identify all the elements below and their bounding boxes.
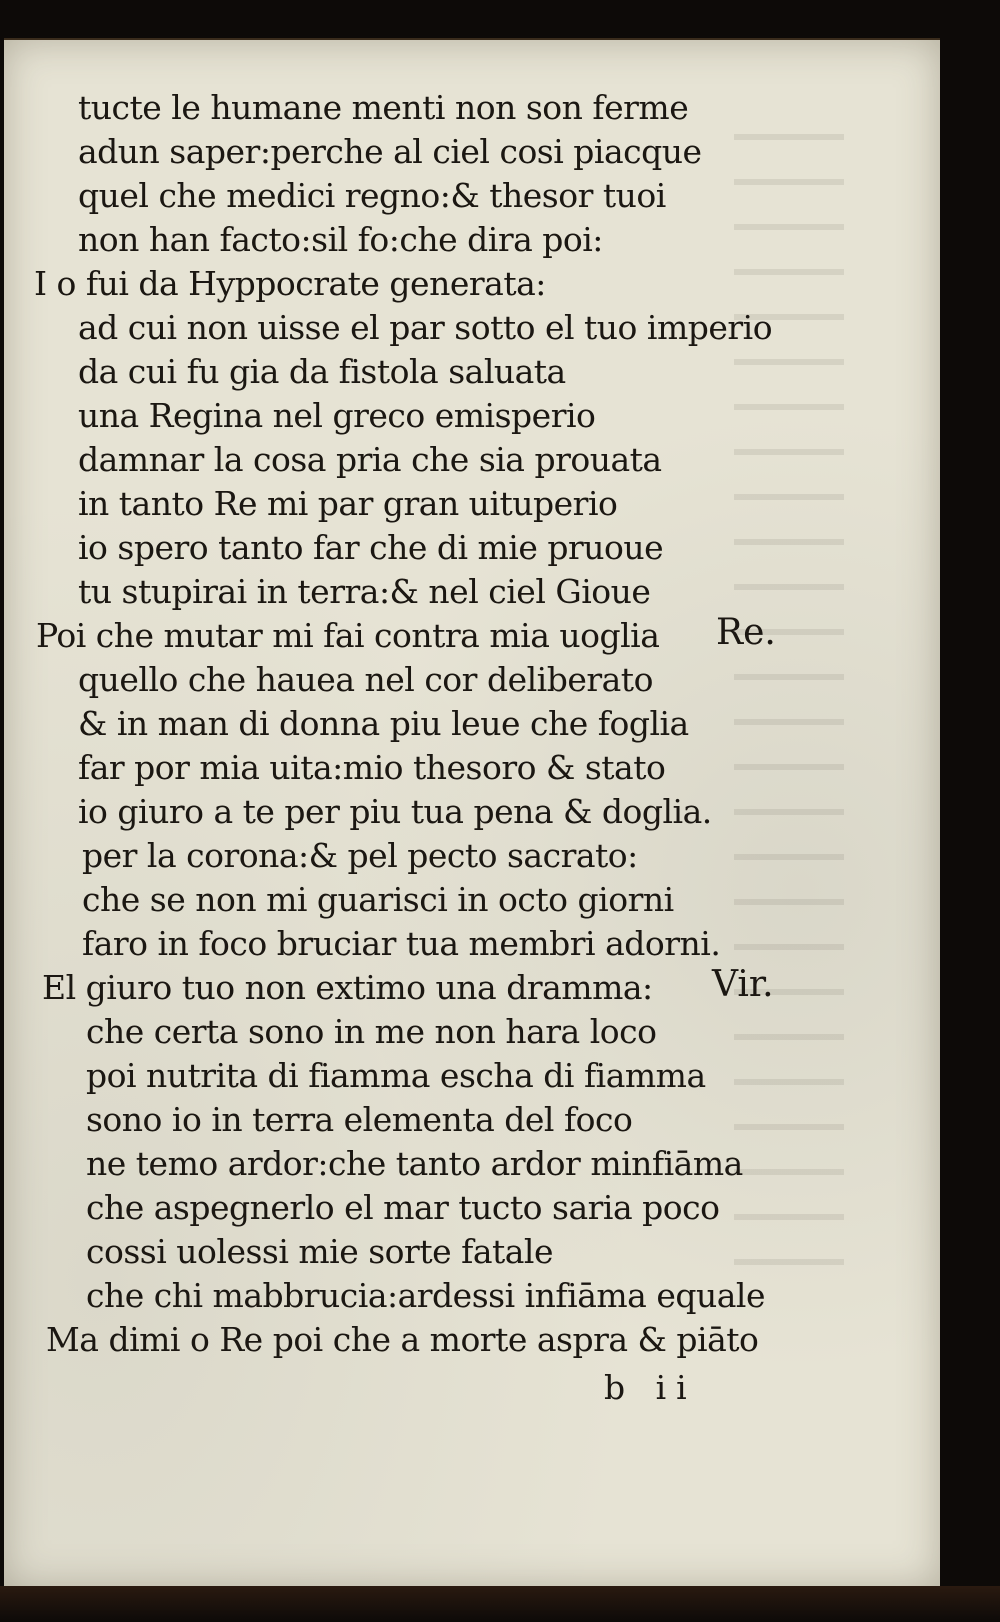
text-line: Poi che mutar mi fai contra mia uoglia [36,616,660,655]
text-line: ne temo ardor:che tanto ardor minfiāma [86,1144,743,1183]
page-paper [4,38,940,1588]
text-line: poi nutrita di fiamma escha di fiamma [86,1056,706,1095]
text-line: che chi mabbrucia:ardessi infiāma equale [86,1276,765,1315]
text-line: cossi uolessi mie sorte fatale [86,1232,554,1271]
signature-mark: b ii [604,1368,697,1407]
text-line: una Regina nel greco emisperio [78,396,596,435]
text-line: tucte le humane menti non son ferme [78,88,689,127]
text-line: adun saper:perche al ciel cosi piacque [78,132,702,171]
scan-bottom-edge [0,1586,1000,1622]
text-line: in tanto Re mi par gran uituperio [78,484,618,523]
text-line: damnar la cosa pria che sia prouata [78,440,662,479]
text-line: El giuro tuo non extimo una dramma: [42,968,653,1007]
text-line: non han facto:sil fo:che dira poi: [78,220,603,259]
text-line: faro in foco bruciar tua membri adorni. [82,924,721,963]
text-line: da cui fu gia da fistola saluata [78,352,566,391]
text-line: quel che medici regno:& thesor tuoi [78,176,666,215]
text-line: io spero tanto far che di mie pruoue [78,528,664,567]
show-through-ink [734,110,844,1290]
text-line: & in man di donna piu leue che foglia [78,704,689,743]
text-line: ad cui non uisse el par sotto el tuo imperio [78,308,773,347]
text-line: che aspegnerlo el mar tucto saria poco [86,1188,720,1227]
text-line: quello che hauea nel cor deliberato [78,660,653,699]
text-line: che certa sono in me non hara loco [86,1012,657,1051]
text-line: sono io in terra elementa del foco [86,1100,633,1139]
text-line: per la corona:& pel pecto sacrato: [82,836,638,875]
text-line: far por mia uita:mio thesoro & stato [78,748,666,787]
text-line: Ma dimi o Re poi che a morte aspra & piāto [46,1320,759,1359]
text-line: che se non mi guarisci in octo giorni [82,880,674,919]
text-line: I o fui da Hyppocrate generata: [34,264,546,303]
speaker-label-vir: Vir. [712,964,774,1005]
text-line: io giuro a te per piu tua pena & doglia. [78,792,712,831]
text-line: tu stupirai in terra:& nel ciel Gioue [78,572,651,611]
speaker-label-re: Re. [716,612,776,653]
